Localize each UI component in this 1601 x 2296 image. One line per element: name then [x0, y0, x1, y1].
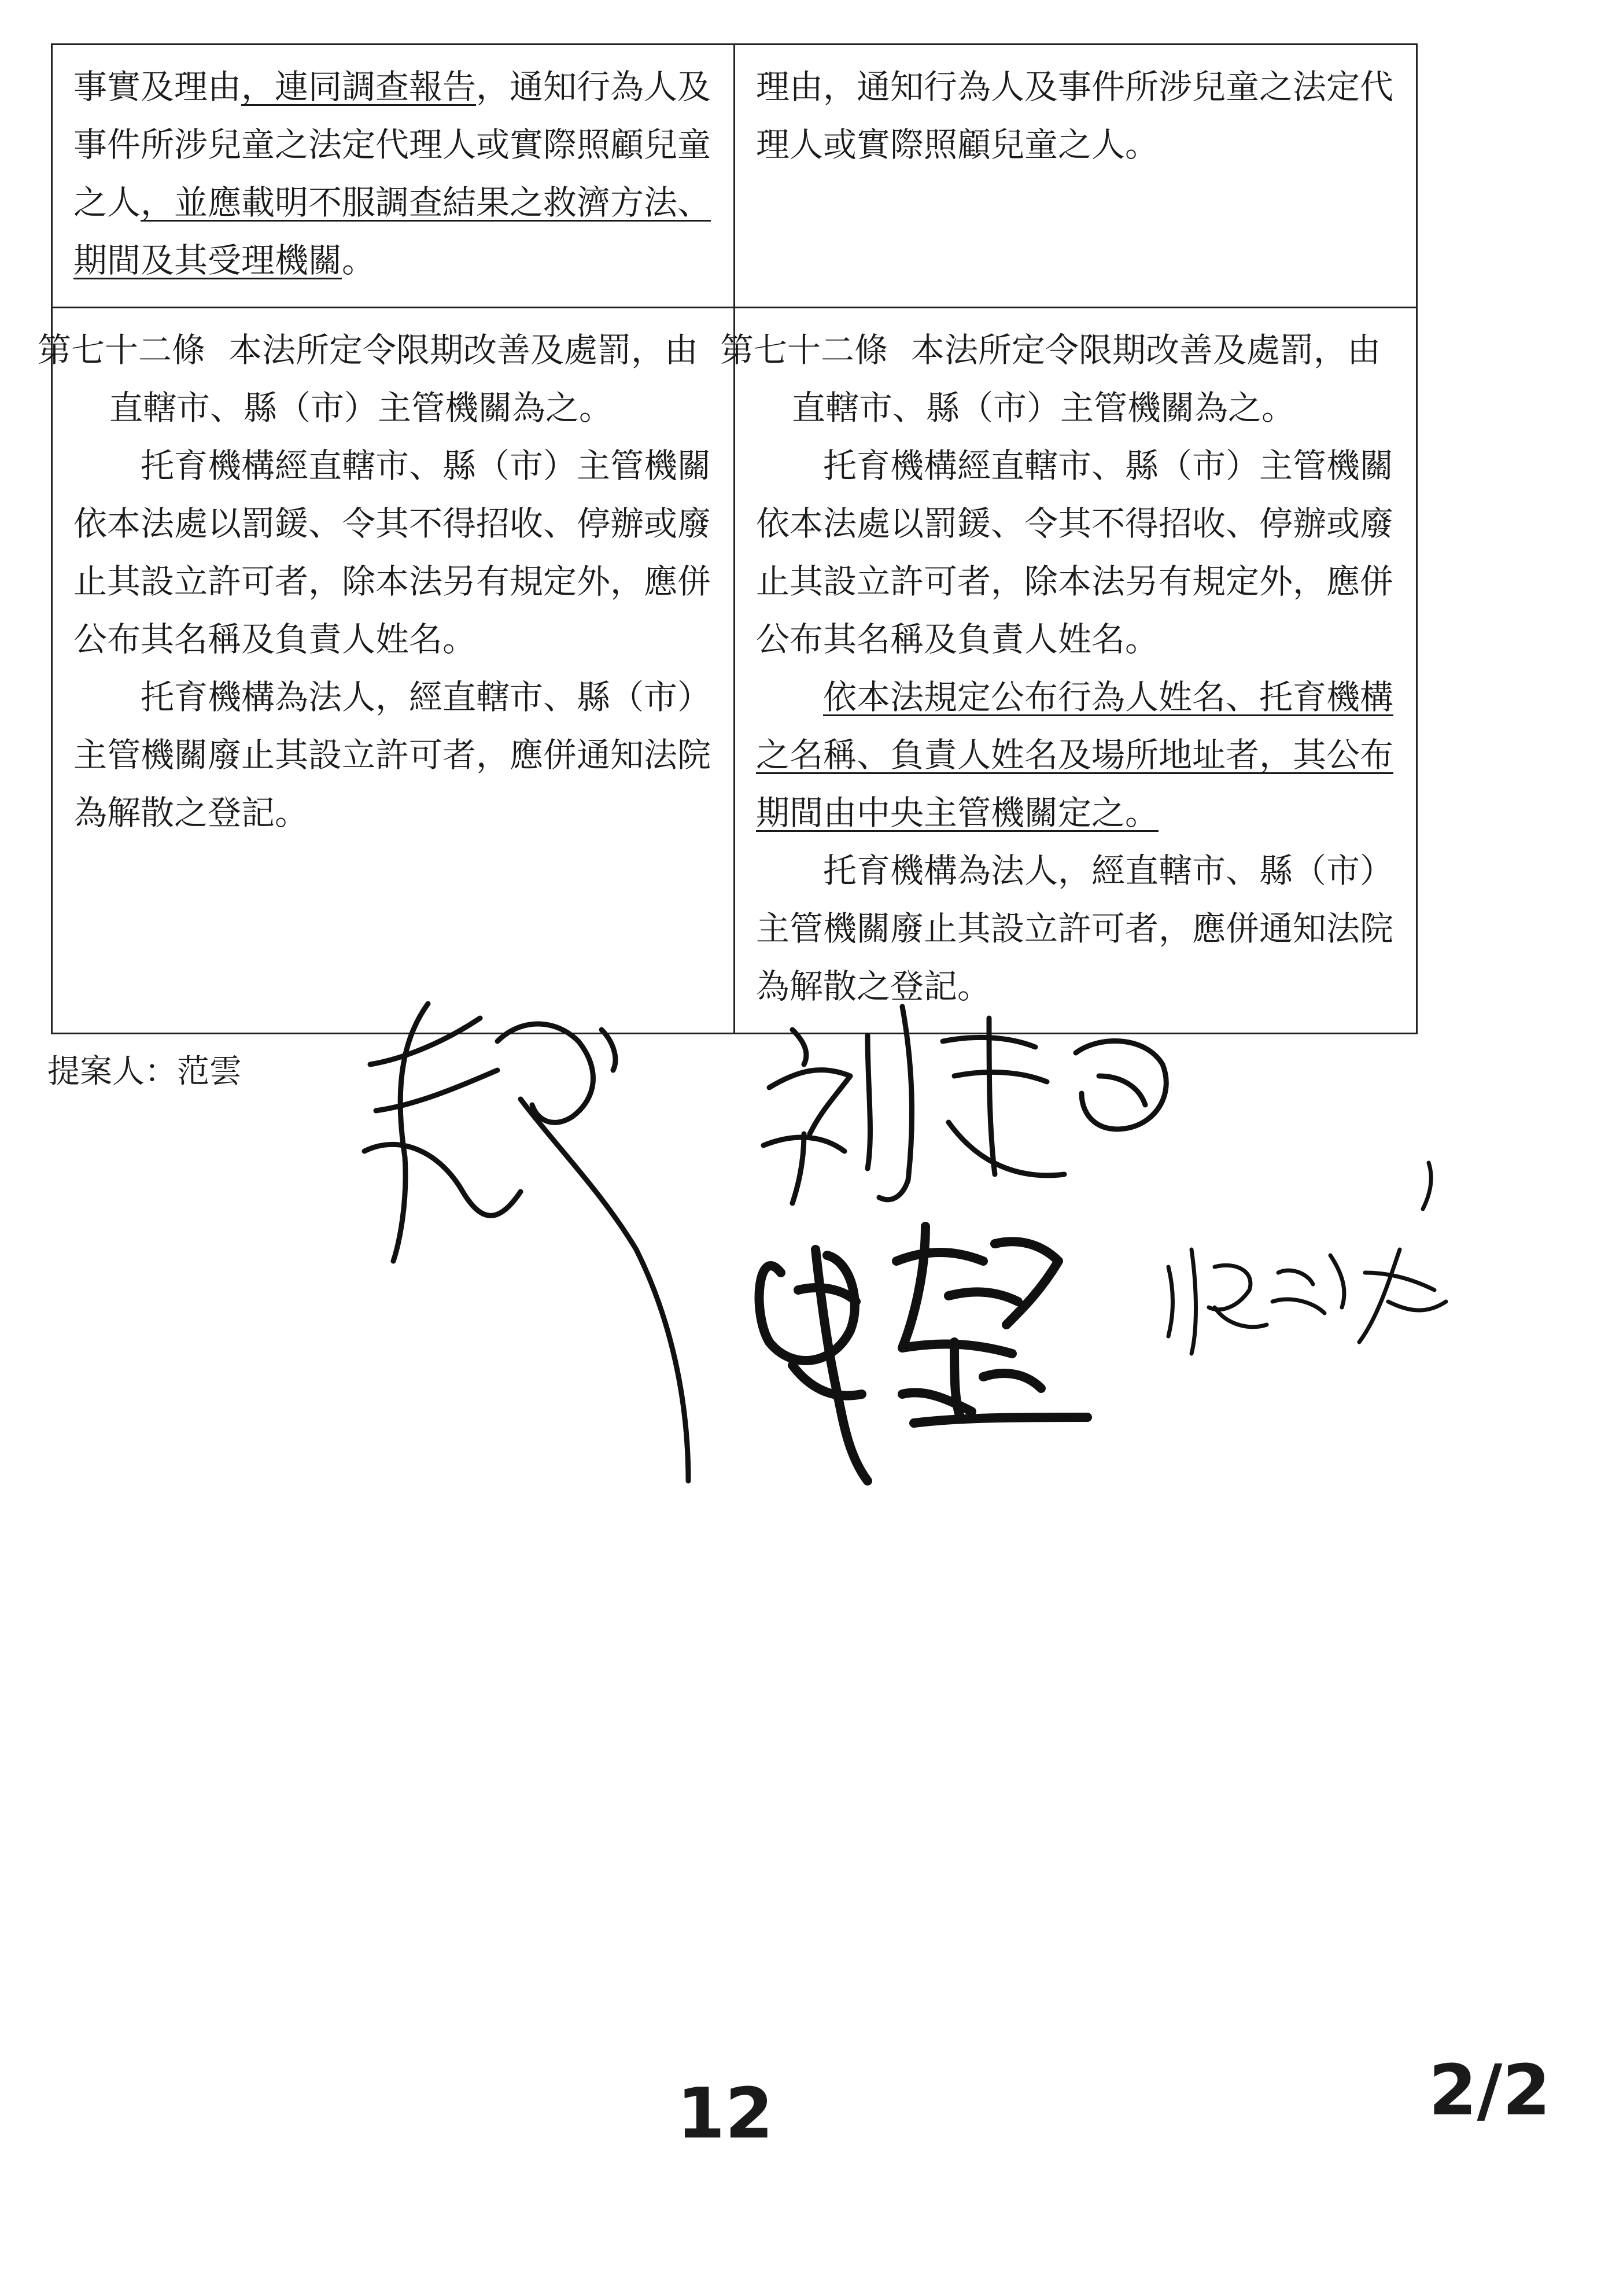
paragraph: 托育機構為法人，經直轄市、縣（市）主管機關廢止其設立許可者，應併通知法院為解散之登記。	[756, 851, 1394, 1006]
text-span: 本法所定令限期改善及處罰，由直轄市、縣（市）主管機關為之。	[792, 330, 1381, 427]
signature	[763, 1007, 1166, 1203]
underlined-addition: ，並應載明不服調查結果之救濟方法、期間及其受理機關	[73, 183, 711, 280]
underlined-addition: ，連同調查報告	[241, 67, 477, 106]
page-fraction: 2/2	[1429, 2051, 1551, 2131]
article-number: 第七十二條	[38, 330, 206, 370]
page-number: 12	[677, 2074, 773, 2154]
signature	[1168, 1163, 1446, 1354]
text-span: ，通知行為人及事件所涉兒童之法定代理人或實際照顧兒童之人	[73, 67, 711, 222]
underlined-addition: 依本法規定公布行為人姓名、托育機構之名稱、負責人姓名及場所地址者，其公布期間由中央主管機關定之。	[756, 677, 1394, 832]
paragraph: 理由，通知行為人及事件所涉兒童之法定代理人或實際照顧兒童之人。	[756, 67, 1394, 164]
text-span: 本法所定令限期改善及處罰，由直轄市、縣（市）主管機關為之。	[109, 330, 699, 427]
text-span: 。	[342, 241, 376, 280]
article-number: 第七十二條	[720, 330, 888, 370]
paragraph: 托育機構經直轄市、縣（市）主管機關依本法處以罰鍰、令其不得招收、停辦或廢止其設立許可者，除本法另有規定外，應併公布其名稱及負責人姓名。	[756, 446, 1394, 659]
paragraph: 托育機構經直轄市、縣（市）主管機關依本法處以罰鍰、令其不得招收、停辦或廢止其設立許可者，除本法另有規定外，應併公布其名稱及負責人姓名。	[73, 446, 711, 659]
text-span: 事實及理由	[73, 67, 242, 106]
proposer-label: 提案人：范雲	[47, 1053, 242, 1090]
paragraph: 托育機構為法人，經直轄市、縣（市）主管機關廢止其設立許可者，應併通知法院為解散之登記。	[73, 677, 711, 832]
signature	[364, 1004, 688, 1481]
signature	[759, 1226, 1087, 1481]
